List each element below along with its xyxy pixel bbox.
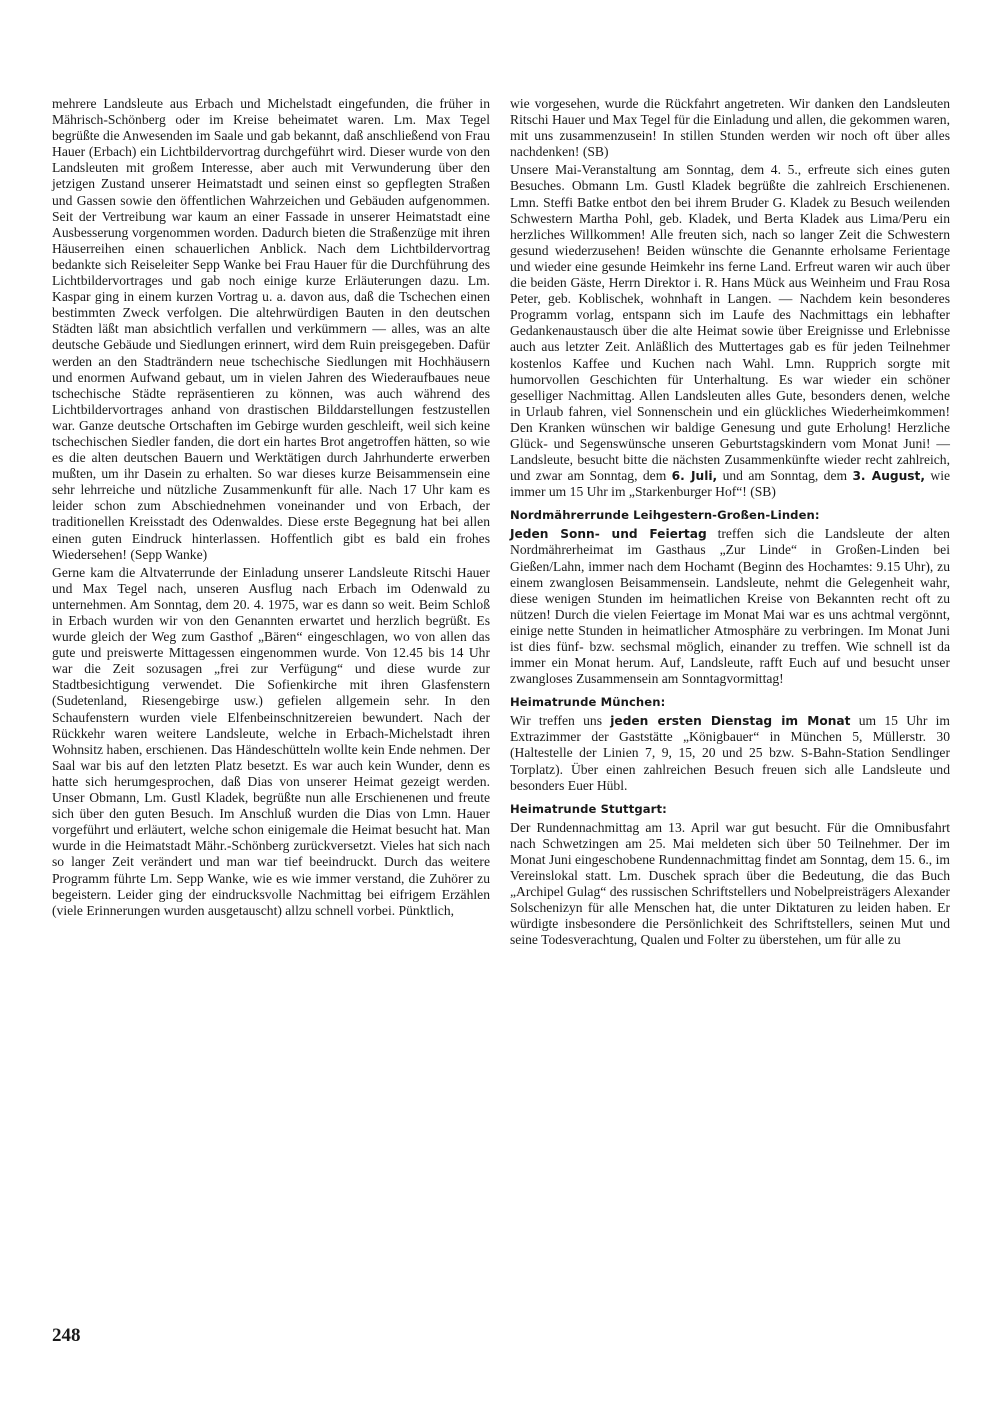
right-paragraph-1: wie vorgesehen, wurde die Rückfahrt angetreten. Wir danken den Landsleuten Ritschi Hauer und Max Tegel für die Einladung und allen, die gekommen waren, mit uns zusammenzusein! In stillen Stunden werden wir noch oft über alles nachdenken! (SB) bbox=[510, 96, 950, 160]
section-heimatrunde-muenchen bbox=[510, 713, 950, 793]
heading-heimatrunde-stuttgart: Heimatrunde Stuttgart: bbox=[510, 801, 667, 816]
left-paragraph-1: mehrere Landsleute aus Erbach und Michelstadt eingefunden, die früher in Mährisch-Schönberg oder im Kreise beheimatet waren. Lm. Max Tegel begrüßte die Anwesenden im Saale und gab bekannt, daß anschließend von Frau Hauer (Erbach) ein Lichtbildervortrag durchgeführt wird. Dieser wurde von den Landsleuten mit großem Interesse, aber auch mit Verwunderung über den jetzigen Zustand unserer Heimatstadt und seinen einst so gepflegten Straßen und Gassen sowie den öffentlichen Wahrzeichen und Gebäuden aufgenommen. Seit der Vertreibung war kaum an einer Fassade in unserer Heimatstadt eine Ausbesserung vorgenommen worden. Dadurch bieten die Straßenzüge mit ihren Häuserreihen einen schauerlichen Anblick. Nach dem Lichtbildervortrag bedankte sich Reiseleiter Sepp Wanke bei Frau Hauer für die Durchführung des Lichtbildervortrages und gab noch einige kurze Erläuterungen dazu. Lm. Kaspar ging in einem kurzen Vortrag u. a. davon aus, daß die Tschechen einen bestimmten Zweck verfolgen. Die altehrwürdigen Bauten in den deutschen Städten läßt man absichtlich verfallen und verkümmern — alles, was an alte deutsche Gebäude und Siedlungen erinnert, wird dem Ruin preisgegeben. Dafür werden an den Stadträndern neue tschechische Siedlungen mit Hochhäusern und enormen Aufwand gebaut, um in vielen Jahren des Wiederaufbaues neue tschechische Städte repräsentieren zu können, was auch während des Lichtbildervortrages anhand von drastischen Bilddarstellungen festzustellen war. Ganze deutsche Ortschaften im Gebirge wurden geschleift, weil sich keine tschechischen Siedler fanden, die dort ein hartes Brot angetroffen hätten, so wie es die alten deutschen Bauern und Werktätigen durch Jahrhunderte erwerben mußten, um ihr Dasein zu erhalten. So war dieses kurze Beisammensein eine sehr lehrreiche und nützliche Zusammenkunft für alle. Nach 17 Uhr kam es leider schon zum Abschiednehmen voneinander und von Erbach, der traditionellen Kreisstadt des Odenwaldes. Diese erste Begegnung hat bei allen einen guten Eindruck hinterlassen. Hoffentlich gibt es bald ein frohes Wiedersehen! (Sepp Wanke) bbox=[52, 96, 490, 562]
left-paragraph-2: Gerne kam die Altvaterrunde der Einladung unserer Landsleute Ritschi Hauer und Max Tegel nach, unseren Ausflug nach Erbach im Odenwald zu unternehmen. Am Sonntag, dem 20. 4. 1975, war es dann so weit. Beim Schloß in Erbach wurden wir von den Genannten erwartet und herzlich begrüßt. Es wurde gleich der Weg zum Gasthof „Bären“ eingeschlagen, wo von allen das gute und preiswerte Mittagessen eingenommen wurde. Von 12.45 bis 14 Uhr war die Zeit sozusagen „frei zur Verfügung“ und diese wurde zur Stadtbesichtigung verwendet. Die Sofienkirche mit ihren Glasfenstern (Sudetenland, Riesengebirge usw.) gefielen allgemein sehr. In den Schaufenstern wurden viele Elfenbeinschnitzereien bewundert. Nach der Rückkehr waren weitere Landsleute, welche in Erbach-Michelstadt ihren Wohnsitz haben, erschienen. Das Händeschütteln wollte kein Ende nehmen. Der Saal war bis auf den letzten Platz besetzt. Es war auch kein Wunder, denn es hatte sich herumgesprochen, daß Dias von unserer Heimat gezeigt werden. Unser Obmann, Lm. Gustl Kladek, begrüßte nun alle Erschienenen und freute sich über den guten Besuch. Im Anschluß wurden die Dias von Lmn. Hauer vorgeführt und erläutert, welche schon einigemale die Heimat besucht hat. Man wurde in die Heimatstadt Mähr.-Schönberg zurückversetzt. Vieles hat sich nach so langer Zeit verändert und man war tief beeindruckt. Durch das weitere Programm führte Lm. Sepp Wanke, wie es wie immer verstand, die Zuhörer zu begeistern. Leider ging der eindrucksvolle Nachmittag bei eifrigem Erzählen (viele Erinnerungen wurden ausgetauscht) allzu schnell vorbei. Pünktlich, bbox=[52, 564, 490, 918]
section-nordmaehrerrunde bbox=[510, 526, 950, 687]
section-2-text: um 15 Uhr im Extrazimmer der Gaststätte „Königbauer“ in München 5, Müllerstr. 30 (Haltestelle der Linien 7, 9, 15, 20 und 25 bzw. S-Bahn-Station Sendlinger Torplatz). Über einen zahlreichen Besuch freuen sich alle Landsleute und besonders Euer Hübl. bbox=[510, 713, 950, 793]
section-1-text: treffen sich die Landsleute der alten Nordmährerheimat im Gasthaus „Zur Linde“ in Großen-Linden bei Gießen/Lahn, immer nach dem Hochamt (Beginn des Hochamtes: 9.15 Uhr), zu einem zwanglosen Beisammensein. Landsleute, nehmt die Gelegenheit wahr, diese wenigen Stunden im heimatlichen Kreise von Bekannten recht oft zu nützen! Durch die vielen Feiertage im Monat Mai war es uns achtmal vergönnt, einige nette Stunden in heimatlicher Atmosphäre zu verbringen. Im Monat Juni ist dies fünf- bzw. sechsmal möglich, einander zu treffen. Wie schnell ist da immer ein Monat herum. Auf, Landsleute, rafft Euch auf und besucht unser zwangloses Zusammensein am Sonntagvormittag! bbox=[510, 526, 950, 687]
date-july: 6. Juli, bbox=[671, 469, 718, 484]
right-paragraph-2-end: wie immer um 15 Uhr im „Starkenburger Hof“! (SB) bbox=[510, 468, 951, 500]
heading-nordmaehrerrunde: Nordmährerrunde Leihgestern-Großen-Linden: bbox=[510, 508, 820, 523]
section-1-bold: Jeden Sonn- und Feiertag bbox=[510, 527, 707, 542]
section-2-pre: Wir treffen uns bbox=[510, 713, 611, 729]
page-number: 248 bbox=[52, 1325, 81, 1346]
left-column bbox=[52, 96, 490, 919]
heading-heimatrunde-muenchen: Heimatrunde München: bbox=[510, 695, 666, 710]
right-column bbox=[510, 96, 950, 949]
section-2-bold: jeden ersten Dienstag im Monat bbox=[610, 714, 851, 729]
right-paragraph-2-text: Unsere Mai-Veranstaltung am Sonntag, dem 4. 5., erfreute sich eines guten Besuches. Obmann Lm. Gustl Kladek begrüßte die zahlreich Erschienenen. Lmn. Steffi Batke entbot den bei ihrem Bruder G. Kladek zu Besuch weilenden Schwestern Martha Pohl, geb. Kladek, und Berta Kladek aus Lima/Peru ein herzliches Willkommen! Alle freuten sich, nach so langer Zeit die Schwestern gesund wiederzusehen! Beiden wünschte die Genannte erholsame Ferientage und wieder eine gesunde Heimkehr ins ferne Land. Erfreut waren wir auch über die beiden Gäste, Herrn Direktor i. R. Hans Mück aus Weinheim und Frau Rosa Peter, geb. Koblischek, wohnhaft in Langen. — Nachdem kein besonderes Programm vorlag, entspann sich im Laufe des Nachmittags ein lebhafter Gedankenaustausch über die alte Heimat sowie über Ereignisse und Erlebnisse auch aus letzter Zeit. Anläßlich des Muttertages gab es für jeden Teilnehmer kostenlos Kaffee und Kuchen nach Wahl. Lmn. Rupprich sorgte mit humorvollen Geschichten für Unterhaltung. Es war wieder ein schöner geselliger Nachmittag. Allen Landsleuten alles Gute, besonders denen, welche in Urlaub fahren, viel Sonnenschein und ein glückliches Wiederheimkommen! Den Kranken wünschen wir baldige Genesung und gute Erholung! Herzliche Glück- und Segenswünsche unseren Geburtstagskindern vom Monat Juni! — Landsleute, besucht bitte die nächsten Zusammenkünfte wieder recht zahlreich, und zwar am Sonntag, dem bbox=[510, 162, 950, 484]
date-august: 3. August, bbox=[852, 469, 925, 484]
right-paragraph-2 bbox=[510, 162, 950, 500]
right-paragraph-2-mid: und am Sonntag, dem bbox=[717, 468, 853, 484]
section-heimatrunde-stuttgart: Der Rundennachmittag am 13. April war gut besucht. Für die Omnibusfahrt nach Schwetzingen am 25. Mai meldeten sich über 50 Teilnehmer. Der im Monat Juni eingeschobene Rundennachmittag findet am Sonntag, dem 15. 6., im Vereinslokal statt. Lm. Duschek sprach über die Bedeutung, die das Buch „Archipel Gulag“ des russischen Schriftstellers und Nobelpreisträgers Alexander Solschenizyn für alle Menschen hat, die unter Diktaturen zu leiden haben. Er würdigte insbesondere die Persönlichkeit des Schriftstellers, seinen Mut und seine Todesverachtung, Qualen und Folter zu überstehen, um für alle zu bbox=[510, 819, 950, 948]
